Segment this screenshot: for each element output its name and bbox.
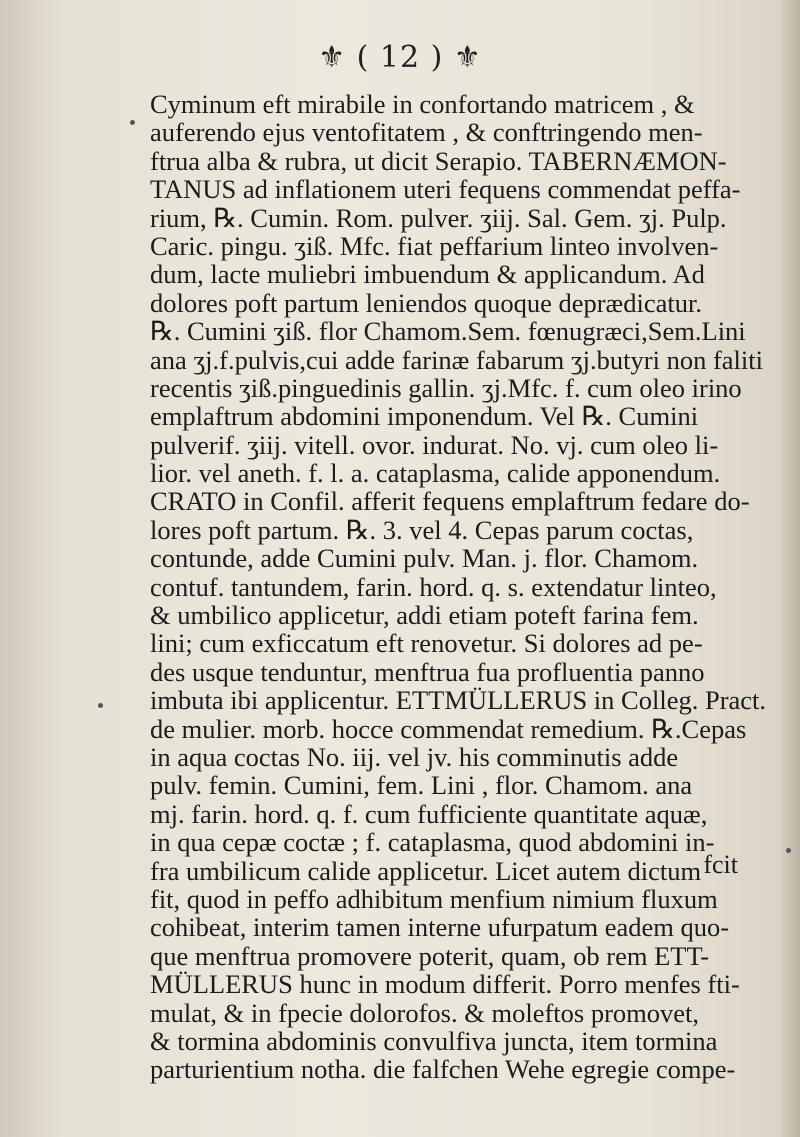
ink-speck [130, 120, 135, 125]
text-line: & umbilico applicetur, addi etiam poteft farina fem. [150, 600, 699, 631]
text-line: lini; cum exficcatum eft renovetur. Si dolores ad pe- [150, 628, 703, 659]
text-line: in aqua coctas No. iij. vel jv. his comminutis adde [150, 741, 679, 772]
page-header: ⚜ ( 12 ) ⚜ [318, 40, 482, 75]
text-line: CRATO in Confil. afferit fequens emplaftrum fedare do- [150, 486, 750, 517]
text-line: auferendo ejus ventofitatem , & conftringendo men- [150, 117, 703, 148]
text-line: in qua cepæ coctæ ; f. cataplasma, quod abdomini in- [150, 827, 715, 858]
text-line: fra umbilicum calide applicetur. Licet autem dictum [150, 855, 702, 886]
text-line: que menftrua promovere poterit, quam, ob rem ETT- [150, 940, 710, 971]
text-line: pulv. femin. Cumini, fem. Lini , flor. Chamom. ana [150, 770, 693, 801]
body-text [150, 90, 770, 1084]
text-line: TANUS ad inflationem uteri fequens commendat peffa- [150, 174, 741, 205]
text-line: MÜLLERUS hunc in modum differit. Porro menfes fti- [150, 969, 740, 1000]
text-line: ana ʒj.f.pulvis,cui adde farinæ fabarum ʒj.butyri non faliti [150, 344, 763, 375]
catchword: fcit [703, 850, 738, 879]
text-line: dum, lacte muliebri imbuendum & applicandum. Ad [150, 259, 705, 290]
text-line: dolores poft partum leniendos quoque deprædicatur. [150, 287, 702, 318]
ink-speck [98, 703, 103, 708]
ink-speck [786, 848, 791, 853]
text-line: lior. vel aneth. f. l. a. cataplasma, calide apponendum. [150, 458, 721, 489]
text-line: cohibeat, interim tamen interne ufurpatum eadem quo- [150, 912, 730, 943]
text-line: de mulier. morb. hocce commendat remedium. ℞.Cepas [150, 713, 747, 744]
text-line: & tormina abdominis convulfiva juncta, item tormina [150, 1025, 718, 1056]
text-line: imbuta ibi applicentur. ETTMÜLLERUS in Colleg. Pract. [150, 685, 767, 716]
text-line: Caric. pingu. ʒiß. Mfc. fiat peffarium linteo involven- [150, 230, 719, 261]
text-line: ftrua alba & rubra, ut dicit Serapio. TABERNÆMON- [150, 145, 727, 176]
text-line: parturientium notha. die falfchen Wehe egregie compe- [150, 1054, 736, 1085]
text-line: contunde, adde Cumini pulv. Man. j. flor. Chamom. [150, 543, 699, 574]
text-line: contuf. tantundem, farin. hord. q. s. extendatur linteo, [150, 571, 717, 602]
text-line: fit, quod in peffo adhibitum menfium nimium fluxum [150, 883, 718, 914]
text-line: ℞. Cumini ʒiß. flor Chamom.Sem. fœnugræci,Sem.Lini [150, 316, 746, 347]
text-line: mulat, & in fpecie dolorofos. & moleftos promovet, [150, 997, 700, 1028]
text-line: pulverif. ʒiij. vitell. ovor. indurat. No. vj. cum oleo li- [150, 429, 719, 460]
text-line: Cyminum eft mirabile in confortando matricem , & [150, 89, 695, 119]
text-line: mj. farin. hord. q. f. cum fufficiente quantitate aquæ, [150, 798, 708, 829]
text-line: rium, ℞. Cumin. Rom. pulver. ʒiij. Sal. Gem. ʒj. Pulp. [150, 202, 727, 233]
text-line: lores poft partum. ℞. 3. vel 4. Cepas parum coctas, [150, 514, 694, 545]
text-line: recentis ʒiß.pinguedinis gallin. ʒj.Mfc. f. cum oleo irino [150, 372, 742, 403]
text-line: emplaftrum abdomini imponendum. Vel ℞. Cumini [150, 401, 699, 432]
text-line: des usque tenduntur, menftrua fua profluentia panno [150, 656, 705, 687]
page-edge-shadow [778, 0, 800, 1137]
